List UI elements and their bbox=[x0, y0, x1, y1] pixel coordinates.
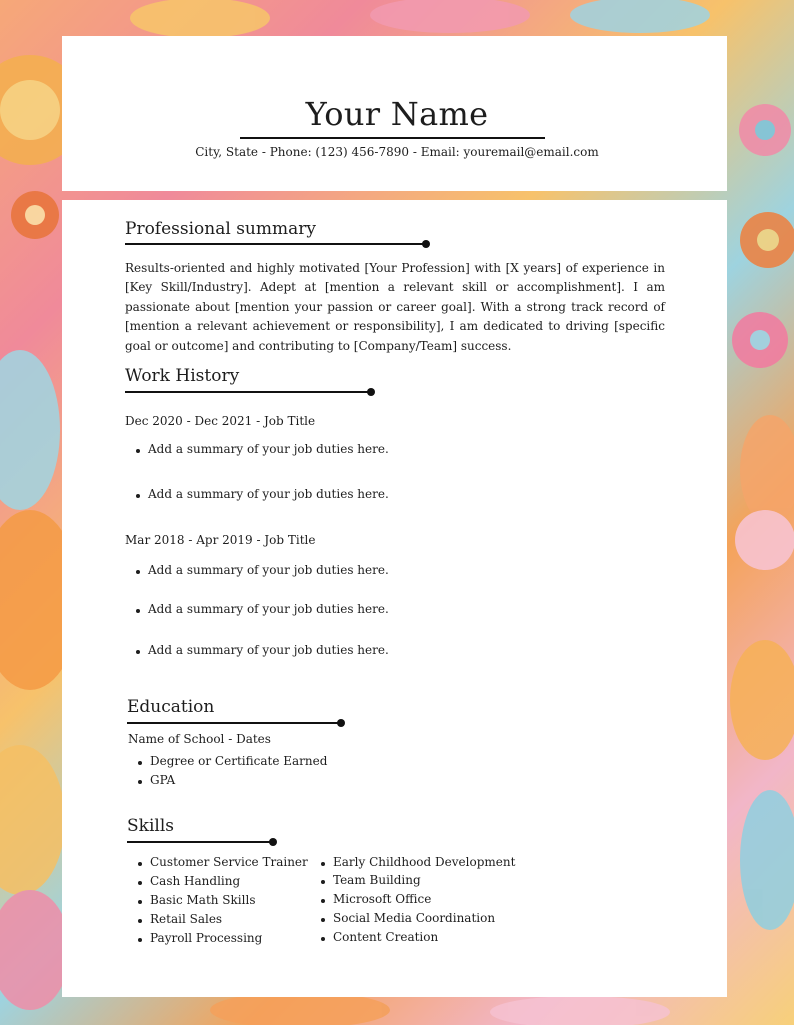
section-title-education: Education bbox=[127, 697, 215, 717]
rule-dot bbox=[367, 388, 375, 396]
skill-item: Social Media Coordination bbox=[333, 911, 496, 925]
job-heading: Mar 2018 - Apr 2019 - Job Title bbox=[125, 533, 316, 547]
school-line: Name of School - Dates bbox=[128, 732, 271, 746]
section-title-skills: Skills bbox=[127, 816, 174, 836]
job-heading: Dec 2020 - Dec 2021 - Job Title bbox=[125, 414, 316, 428]
rule-dot bbox=[337, 719, 345, 727]
skill-item: Customer Service Trainer bbox=[150, 855, 308, 869]
job-duty: Add a summary of your job duties here. bbox=[148, 563, 389, 577]
skill-item: Team Building bbox=[333, 873, 421, 887]
skill-item: Content Creation bbox=[333, 930, 439, 944]
skill-item: Payroll Processing bbox=[150, 931, 263, 945]
work-history-rule bbox=[125, 391, 371, 393]
job-duty: Add a summary of your job duties here. bbox=[148, 643, 389, 657]
skill-item: Microsoft Office bbox=[333, 892, 432, 906]
name-underline bbox=[240, 137, 545, 139]
skill-item: Retail Sales bbox=[150, 912, 223, 926]
skills-rule bbox=[127, 841, 273, 843]
skill-item: Cash Handling bbox=[150, 874, 241, 888]
education-item: GPA bbox=[150, 773, 176, 787]
rule-dot bbox=[269, 838, 277, 846]
job-duty: Add a summary of your job duties here. bbox=[148, 602, 389, 616]
contact-line: City, State - Phone: (123) 456-7890 - Email: youremail@email.com bbox=[195, 145, 599, 159]
job-duty: Add a summary of your job duties here. bbox=[148, 442, 389, 456]
education-rule bbox=[127, 722, 341, 724]
skill-item: Basic Math Skills bbox=[150, 893, 256, 907]
resume-name: Your Name bbox=[305, 95, 489, 133]
rule-dot bbox=[422, 240, 430, 248]
section-title-summary: Professional summary bbox=[125, 219, 316, 239]
education-item: Degree or Certificate Earned bbox=[150, 754, 328, 768]
summary-rule bbox=[125, 243, 426, 245]
job-duty: Add a summary of your job duties here. bbox=[148, 487, 389, 501]
skill-item: Early Childhood Development bbox=[333, 855, 516, 869]
section-title-work-history: Work History bbox=[125, 366, 240, 386]
summary-text: Results-oriented and highly motivated [Your Profession] with [X years] of experience in [Key Skill/Industry]. Adept at [mention a relevant skill or accomplishment]. I am passionate about [mention your passion or career goal]. With a strong track record of [mention a relevant achievement or responsibility], I am dedicated to driving [specific goal or outcome] and contributing to [Company/Team] success. bbox=[125, 261, 665, 353]
